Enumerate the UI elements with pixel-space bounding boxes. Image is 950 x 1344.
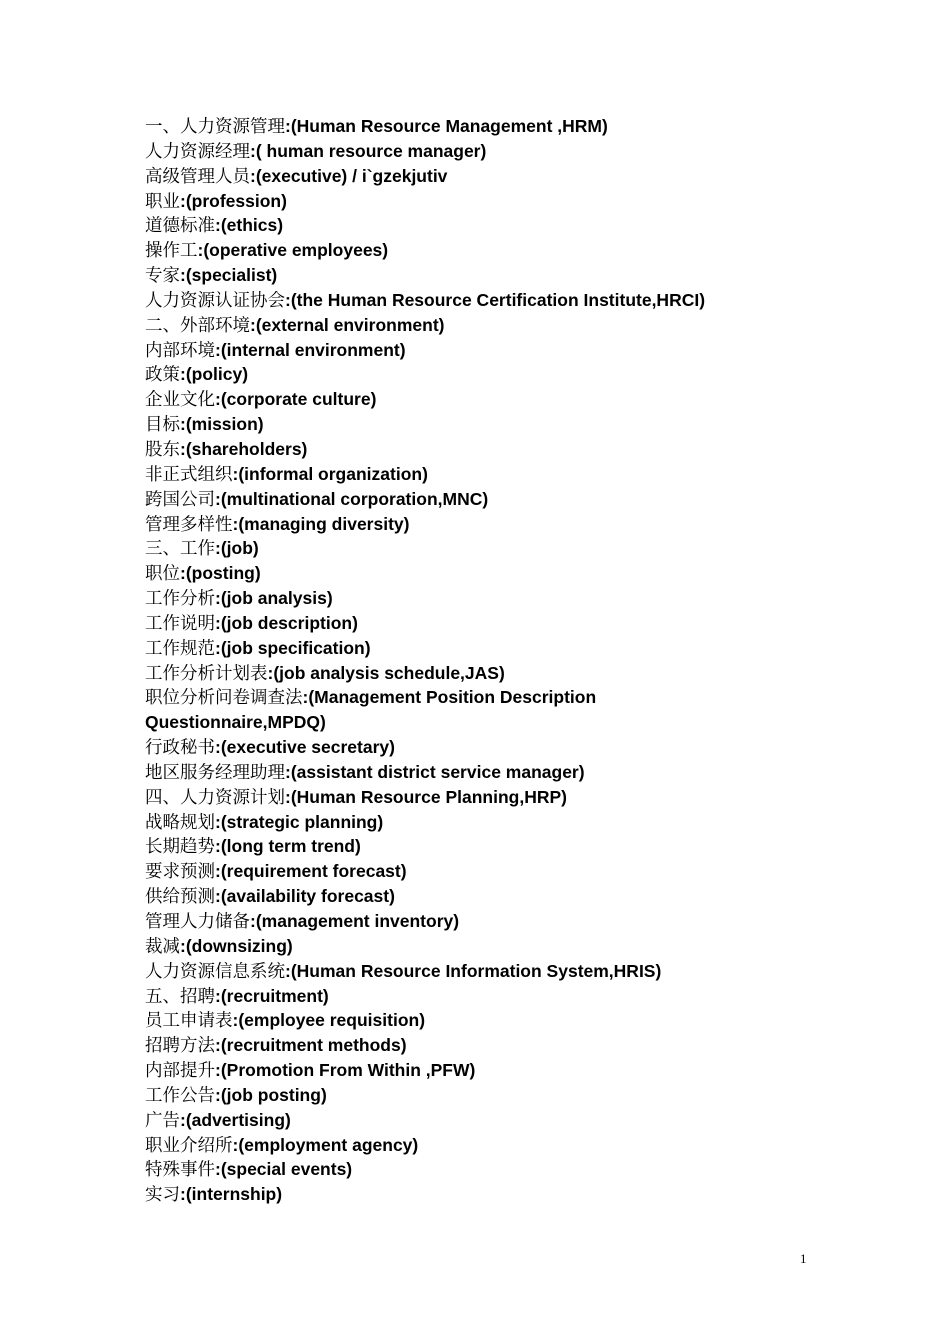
glossary-entry: [145, 387, 865, 412]
glossary-entry: [145, 263, 865, 288]
term-english: :(long term trend): [215, 836, 361, 857]
term-english: :(job analysis): [215, 588, 333, 609]
term-chinese: 战略规划: [145, 812, 215, 833]
term-english: :(ethics): [215, 215, 284, 236]
term-chinese: 管理人力储备: [145, 912, 250, 932]
term-english: :(informal organization): [232, 463, 428, 484]
term-chinese: 供给预测: [145, 887, 215, 908]
term-chinese: 广告: [145, 1110, 180, 1131]
term-chinese: 五、招聘: [145, 986, 215, 1007]
term-english: :(Human Resource Planning,HRP): [285, 786, 567, 807]
glossary-entry: [145, 760, 865, 785]
glossary-entry: [145, 611, 865, 636]
term-chinese: 股东: [145, 439, 180, 460]
term-chinese: 长期趋势: [145, 837, 215, 858]
term-chinese: 招聘方法: [145, 1036, 215, 1057]
glossary-entry: [145, 412, 865, 437]
term-english: Questionnaire,MPDQ): [145, 712, 326, 733]
glossary-entry: [145, 810, 865, 835]
term-chinese: 政策: [145, 365, 180, 386]
glossary-entry: [145, 586, 865, 611]
term-english: :(mission): [180, 414, 264, 435]
glossary-entry: [145, 288, 865, 313]
term-chinese: 地区服务经理助理: [145, 762, 285, 783]
term-chinese: 管理多样性: [145, 514, 233, 535]
glossary-entry: [145, 487, 865, 512]
term-english: :(executive) / i`gzekjutiv: [250, 165, 448, 186]
term-english: :(strategic planning): [215, 811, 384, 832]
glossary-entry: [145, 661, 865, 686]
term-english: :(profession): [180, 190, 287, 211]
glossary-entry: [145, 685, 865, 710]
glossary-entry: [145, 1033, 865, 1058]
term-english: :(advertising): [180, 1109, 291, 1130]
term-chinese: 企业文化: [145, 390, 215, 411]
term-chinese: 非正式组织: [145, 464, 233, 485]
glossary-entry: [145, 859, 865, 884]
term-english: :(external environment): [250, 314, 445, 335]
glossary-entry: [145, 1083, 865, 1108]
glossary-entry: [145, 139, 865, 164]
term-chinese: 行政秘书: [145, 738, 215, 759]
term-english: :(Human Resource Management ,HRM): [285, 116, 608, 136]
term-english: :(assistant district service manager): [285, 761, 585, 782]
glossary-entry: [145, 1058, 865, 1083]
term-chinese: 跨国公司: [145, 489, 215, 510]
term-chinese: 职业: [145, 191, 180, 212]
page-number: 1: [800, 1251, 807, 1266]
term-english: :(employment agency): [232, 1134, 419, 1155]
glossary-entry: [145, 213, 865, 238]
term-chinese: 实习: [145, 1185, 180, 1206]
term-chinese: 员工申请表: [145, 1011, 233, 1032]
term-chinese: 工作公告: [145, 1085, 215, 1106]
term-english: :(recruitment): [215, 985, 329, 1006]
term-chinese: 特殊事件: [145, 1160, 215, 1181]
glossary-entry: [145, 1182, 865, 1207]
glossary-entry: [145, 238, 865, 263]
term-chinese: 职位分析问卷调查法: [145, 688, 303, 709]
term-chinese: 工作分析计划表: [145, 663, 268, 684]
glossary-entry: [145, 313, 865, 338]
glossary-entry: [145, 1133, 865, 1158]
glossary-entry: [145, 561, 865, 586]
term-chinese: 三、工作: [145, 539, 215, 560]
term-english: :(Management Position Description: [302, 687, 597, 708]
term-english: :(Promotion From Within ,PFW): [215, 1060, 476, 1081]
term-english: :(availability forecast): [215, 886, 395, 907]
term-chinese: 人力资源信息系统: [145, 961, 285, 982]
term-english: :(internal environment): [215, 339, 406, 360]
term-english: :(operative employees): [197, 240, 389, 261]
glossary-entry: [145, 934, 865, 959]
term-chinese: 目标: [145, 415, 180, 436]
term-chinese: 工作说明: [145, 613, 215, 634]
glossary-entry: [145, 1157, 865, 1182]
term-chinese: 高级管理人员: [145, 166, 250, 187]
glossary-entry: [145, 114, 865, 139]
term-english: :(executive secretary): [215, 737, 395, 758]
glossary-entry: [145, 512, 865, 537]
term-chinese: 人力资源认证协会: [145, 290, 285, 311]
term-chinese: 要求预测: [145, 862, 215, 883]
term-english: :(job specification): [215, 637, 371, 658]
term-chinese: 操作工: [145, 241, 198, 262]
term-chinese: 工作分析: [145, 589, 215, 610]
glossary-entry: [145, 834, 865, 859]
glossary-entry: [145, 462, 865, 487]
term-chinese: 工作规范: [145, 638, 215, 659]
term-chinese: 裁减: [145, 936, 180, 957]
term-english: :(special events): [215, 1159, 353, 1180]
glossary-entry: [145, 636, 865, 661]
term-english: :(corporate culture): [215, 389, 377, 410]
term-english: :(shareholders): [180, 438, 308, 459]
term-english: :(managing diversity): [232, 513, 410, 534]
term-english: :(requirement forecast): [215, 861, 407, 882]
glossary-entry: [145, 909, 865, 934]
term-chinese: 职业介绍所: [145, 1135, 233, 1156]
glossary-entry: [145, 338, 865, 363]
term-english: :(multinational corporation,MNC): [215, 488, 489, 509]
term-chinese: 内部环境: [145, 340, 215, 361]
term-english: :(job analysis schedule,JAS): [267, 662, 505, 683]
glossary-entry: [145, 785, 865, 810]
term-english: :(job description): [215, 612, 358, 633]
glossary-list: [145, 114, 865, 1207]
term-english: :(downsizing): [180, 935, 293, 956]
term-english: :(specialist): [180, 265, 278, 286]
term-english: :(management inventory): [250, 911, 460, 931]
term-chinese: 人力资源经理: [145, 141, 250, 162]
term-english: :(internship): [180, 1184, 283, 1205]
term-english: :(policy): [180, 364, 249, 385]
glossary-entry: [145, 959, 865, 984]
glossary-entry: [145, 362, 865, 387]
glossary-entry: [145, 984, 865, 1009]
glossary-entry: [145, 1008, 865, 1033]
term-english: :(recruitment methods): [215, 1035, 407, 1056]
glossary-entry: [145, 164, 865, 189]
glossary-entry: [145, 536, 865, 561]
term-english: :(posting): [180, 563, 261, 584]
term-chinese: 道德标准: [145, 216, 215, 237]
term-chinese: 四、人力资源计划: [145, 787, 285, 808]
glossary-entry: [145, 1108, 865, 1133]
term-chinese: 二、外部环境: [145, 315, 250, 336]
glossary-entry: [145, 735, 865, 760]
term-english: :(employee requisition): [232, 1010, 426, 1031]
glossary-entry: [145, 189, 865, 214]
term-english: :(Human Resource Information System,HRIS): [285, 960, 662, 981]
glossary-entry: [145, 710, 865, 735]
term-english: :(the Human Resource Certification Institute,HRCI): [285, 289, 706, 310]
term-english: :( human resource manager): [250, 140, 487, 161]
glossary-entry: [145, 437, 865, 462]
term-chinese: 专家: [145, 266, 180, 287]
term-chinese: 一、人力资源管理: [145, 117, 285, 137]
term-english: :(job): [215, 538, 259, 559]
glossary-entry: [145, 884, 865, 909]
term-chinese: 内部提升: [145, 1061, 215, 1082]
term-english: :(job posting): [215, 1084, 327, 1105]
term-chinese: 职位: [145, 564, 180, 585]
